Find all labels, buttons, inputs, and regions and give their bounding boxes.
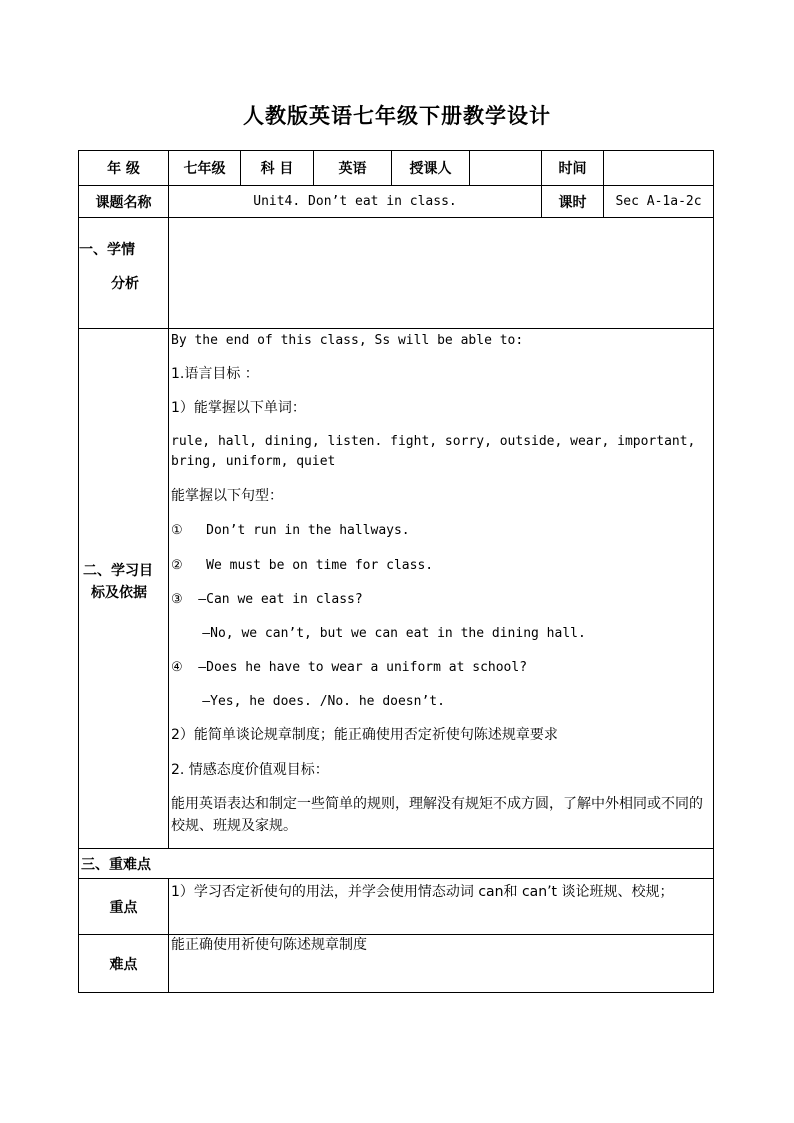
objective-sentence-4: ④ —Does he have to wear a uniform at school? <box>171 660 528 675</box>
objective-line-intro: By the end of this class, Ss will be able to: <box>171 333 524 348</box>
teacher-label: 授课人 <box>392 151 470 186</box>
period-value: Sec A-1a-2c <box>604 186 713 218</box>
objective-sentence-2: ② We must be on time for class. <box>171 558 434 573</box>
difficult-points-text: 能正确使用祈使句陈述规章制度 <box>171 937 367 953</box>
section2-label-line2: 标及依据 <box>91 585 147 601</box>
subject-value: 英语 <box>314 151 392 186</box>
objective-sentence-1: ① Don’t run in the hallways. <box>171 523 410 538</box>
topic-label: 课题名称 <box>79 186 169 218</box>
teacher-value <box>470 151 542 186</box>
objective-line-rules: 2）能简单谈论规章制度；能正确使用否定祈使句陈述规章要求 <box>171 727 558 743</box>
objective-line-vocab-heading: 1）能掌握以下单词： <box>171 400 306 416</box>
objective-sentence-3: ③ —Can we eat in class? <box>171 592 363 607</box>
time-value <box>604 151 713 186</box>
section2-label <box>79 329 169 849</box>
objective-line-emotion-goal: 2. 情感态度价值观目标： <box>171 762 329 778</box>
section1-content <box>169 218 713 329</box>
topic-value: Unit4. Don’t eat in class. <box>169 186 542 218</box>
objective-sentence-4-answer: —Yes, he does. /No. he doesn’t. <box>171 694 445 709</box>
objective-line-emotion-content: 能用英语表达和制定一些简单的规则，理解没有规矩不成方圆，了解中外相同或不同的校规、班规及家规。 <box>171 796 703 834</box>
difficult-points-content <box>169 935 713 992</box>
subject-label: 科 目 <box>241 151 314 186</box>
section1-label <box>79 218 169 329</box>
document-title: 人教版英语七年级下册教学设计 <box>243 104 551 128</box>
lesson-plan-table <box>78 150 714 993</box>
key-points-content <box>169 879 713 935</box>
time-label: 时间 <box>542 151 604 186</box>
objective-line-language-goal: 1.语言目标 ： <box>171 366 259 382</box>
section1-label-line2: 分析 <box>111 276 139 292</box>
grade-value: 七年级 <box>169 151 241 186</box>
objective-line-vocab-list: rule, hall, dining, listen. fight, sorry, outside, wear, important, bring, uniform, quiet <box>171 434 696 469</box>
key-points-label: 重点 <box>79 879 169 935</box>
section3-label: 三、重难点 <box>79 849 713 879</box>
section2-label-line1: 二、学习目 <box>83 563 153 579</box>
period-label: 课时 <box>542 186 604 218</box>
objective-line-sentence-heading: 能掌握以下句型： <box>171 488 283 504</box>
objective-sentence-3-answer: —No, we can’t, but we can eat in the dining hall. <box>171 626 586 641</box>
difficult-points-label: 难点 <box>79 935 169 992</box>
key-points-text: 1）学习否定祈使句的用法，并学会使用情态动词 can和 can’t 谈论班规、校规； <box>171 884 674 900</box>
section2-content <box>169 329 713 849</box>
grade-label: 年 级 <box>79 151 169 186</box>
section1-label-line1: 一、学情 <box>79 242 135 258</box>
